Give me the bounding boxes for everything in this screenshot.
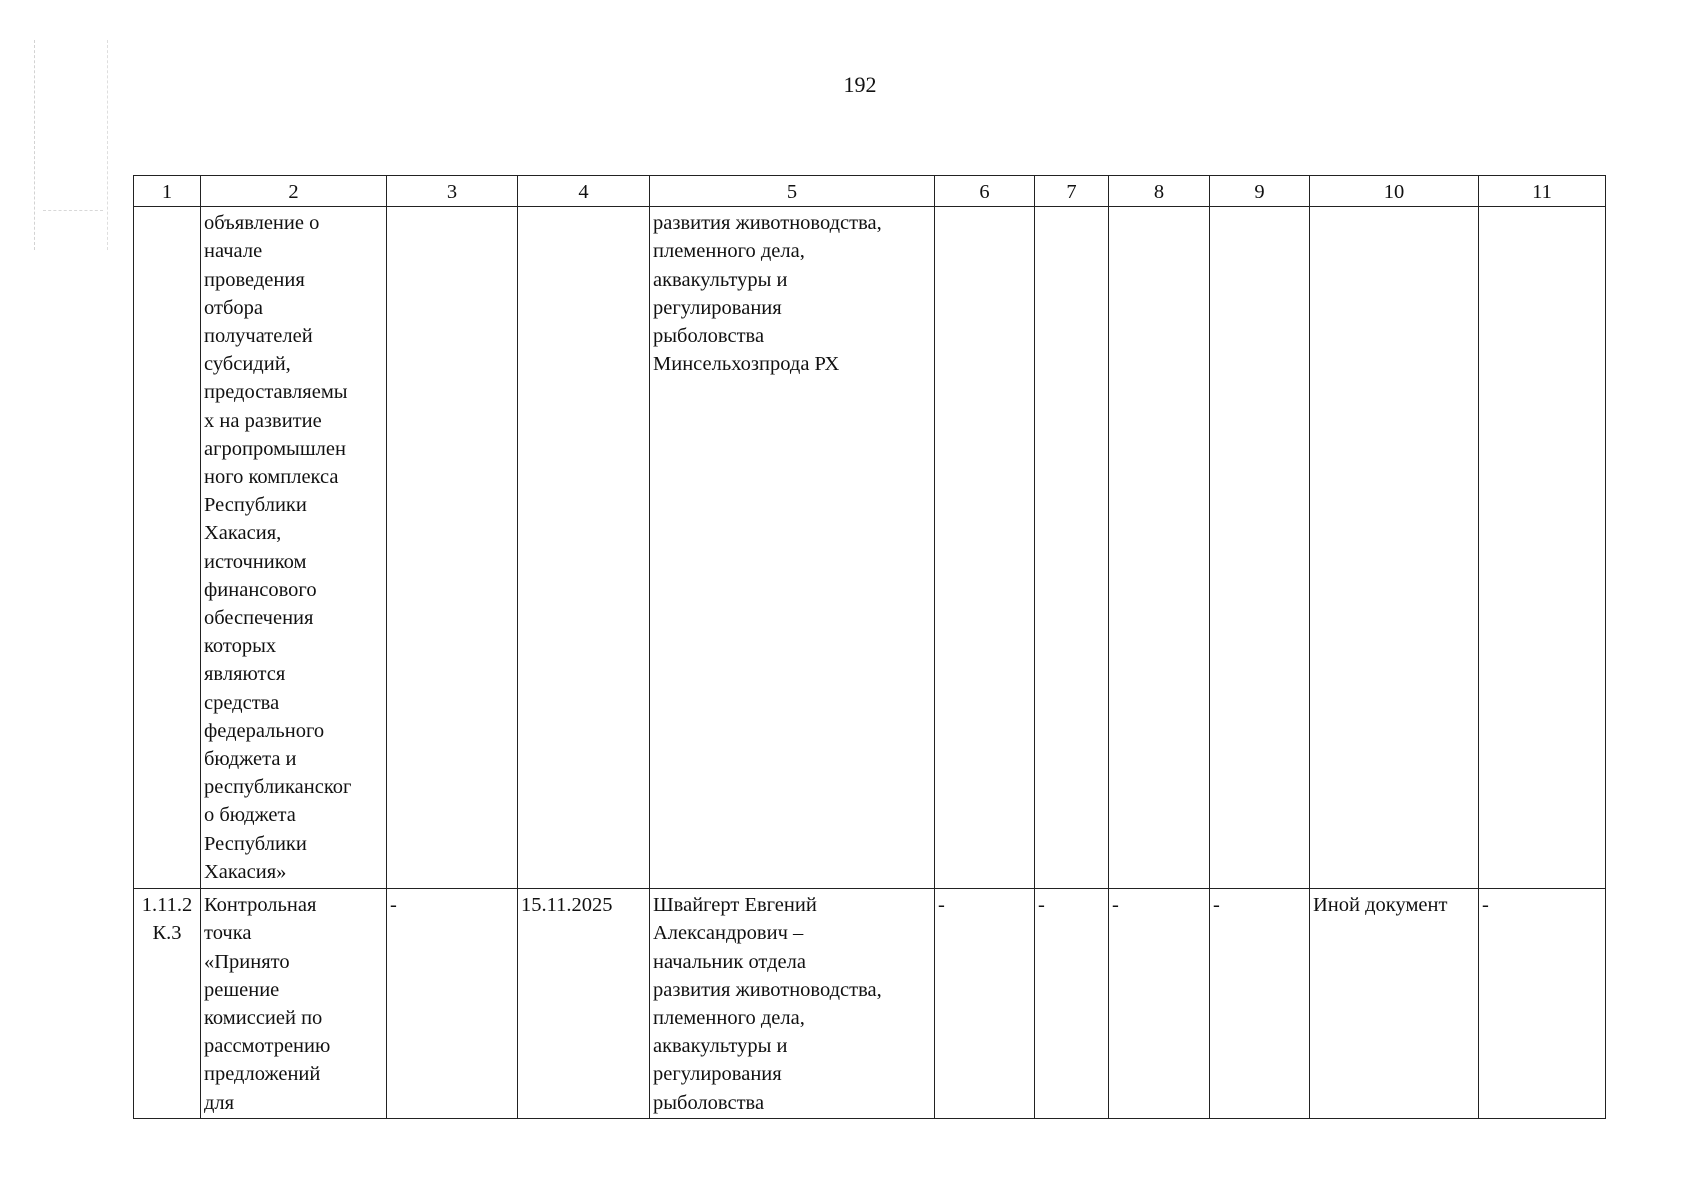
cell-line: развития животноводства, xyxy=(653,978,882,1001)
table-body xyxy=(134,207,1606,1119)
table-cell xyxy=(1109,207,1210,889)
cell-line: регулирования xyxy=(653,1063,782,1086)
table-cell xyxy=(134,207,201,889)
cell-line: отбора xyxy=(204,296,263,319)
cell-line: республиканског xyxy=(204,776,352,799)
cell-line: начальник отдела xyxy=(653,950,806,973)
cell-line: - xyxy=(938,894,945,917)
table-row xyxy=(134,889,1606,1119)
column-header: 4 xyxy=(518,176,650,207)
cell-line: Контрольная xyxy=(204,894,317,917)
cell-line: Республики xyxy=(204,832,307,855)
table-cell xyxy=(201,889,387,1119)
table-cell xyxy=(1035,207,1109,889)
column-header: 10 xyxy=(1310,176,1479,207)
cell-line: агропромышлен xyxy=(204,437,346,460)
table-cell xyxy=(387,889,518,1119)
cell-line: Иной документ xyxy=(1313,894,1448,917)
cell-line: источником xyxy=(204,550,307,573)
cell-line: предложений xyxy=(204,1063,321,1086)
cell-line: комиссией по xyxy=(204,1007,323,1030)
column-header: 8 xyxy=(1109,176,1210,207)
cell-line: - xyxy=(1482,894,1489,917)
cell-line: Александрович – xyxy=(653,922,804,945)
cell-line: о бюджета xyxy=(204,804,296,827)
table-header xyxy=(134,176,1606,207)
cell-line: решение xyxy=(204,978,280,1001)
cell-line: предоставляемы xyxy=(204,381,348,404)
table-row xyxy=(134,207,1606,889)
cell-line: рыболовства xyxy=(653,325,765,348)
column-header: 2 xyxy=(201,176,387,207)
cell-line: проведения xyxy=(204,268,305,291)
table-cell xyxy=(935,207,1035,889)
cell-line: рыболовства xyxy=(653,1091,765,1114)
cell-line: К.3 xyxy=(152,922,182,945)
cell-line: которых xyxy=(204,635,277,658)
cell-line: - xyxy=(1038,894,1045,917)
table-cell xyxy=(935,889,1035,1119)
column-header: 3 xyxy=(387,176,518,207)
cell-line: - xyxy=(1112,894,1119,917)
cell-line: Республики xyxy=(204,494,307,517)
cell-line: племенного дела, xyxy=(653,1007,805,1030)
cell-line: племенного дела, xyxy=(653,240,805,263)
cell-line: объявление о xyxy=(204,212,320,235)
cell-line: финансового xyxy=(204,578,317,601)
cell-line: Минсельхозпрода РХ xyxy=(653,353,840,376)
table-cell xyxy=(1109,889,1210,1119)
page-number: 192 xyxy=(843,72,877,97)
cell-line: 15.11.2025 xyxy=(521,894,613,917)
cell-line: аквакультуры и xyxy=(653,1035,788,1058)
table-cell xyxy=(1310,889,1479,1119)
cell-line: Швайгерт Евгений xyxy=(653,894,817,917)
cell-line: субсидий, xyxy=(204,353,291,376)
cell-line: средства xyxy=(204,691,280,714)
cell-line: начале xyxy=(204,240,263,263)
cell-line: развития животноводства, xyxy=(653,212,882,235)
table-cell xyxy=(201,207,387,889)
cell-line: «Принято xyxy=(204,950,290,973)
table-cell xyxy=(650,207,935,889)
table-cell xyxy=(1479,207,1606,889)
table-cell xyxy=(134,889,201,1119)
column-header: 6 xyxy=(935,176,1035,207)
cell-line: 1.11.2 xyxy=(141,894,193,917)
column-header: 1 xyxy=(134,176,201,207)
column-header: 5 xyxy=(650,176,935,207)
header-row xyxy=(134,176,1606,207)
cell-line: Хакасия» xyxy=(204,860,287,883)
cell-line: получателей xyxy=(204,325,313,348)
cell-line: обеспечения xyxy=(204,607,314,630)
table-cell xyxy=(1035,889,1109,1119)
cell-line: - xyxy=(390,894,397,917)
cell-line: регулирования xyxy=(653,296,782,319)
cell-line: ного комплекса xyxy=(204,466,339,489)
cell-line: - xyxy=(1213,894,1220,917)
column-header: 9 xyxy=(1210,176,1310,207)
cell-line: аквакультуры и xyxy=(653,268,788,291)
table-cell xyxy=(1310,207,1479,889)
table-cell xyxy=(650,889,935,1119)
cell-line: рассмотрению xyxy=(204,1035,331,1058)
table-cell xyxy=(1210,207,1310,889)
cell-line: являются xyxy=(204,663,286,686)
column-header: 7 xyxy=(1035,176,1109,207)
cell-line: х на развитие xyxy=(204,409,322,432)
cell-line: бюджета и xyxy=(204,748,297,771)
table-cell xyxy=(1479,889,1606,1119)
cell-line: для xyxy=(204,1091,235,1114)
table-cell xyxy=(518,207,650,889)
cell-line: федерального xyxy=(204,719,325,742)
cell-line: точка xyxy=(204,922,252,945)
cell-line: Хакасия, xyxy=(204,522,282,545)
column-header: 11 xyxy=(1479,176,1606,207)
table-cell xyxy=(518,889,650,1119)
table-cell xyxy=(387,207,518,889)
plan-table xyxy=(133,175,1606,1119)
table-cell xyxy=(1210,889,1310,1119)
